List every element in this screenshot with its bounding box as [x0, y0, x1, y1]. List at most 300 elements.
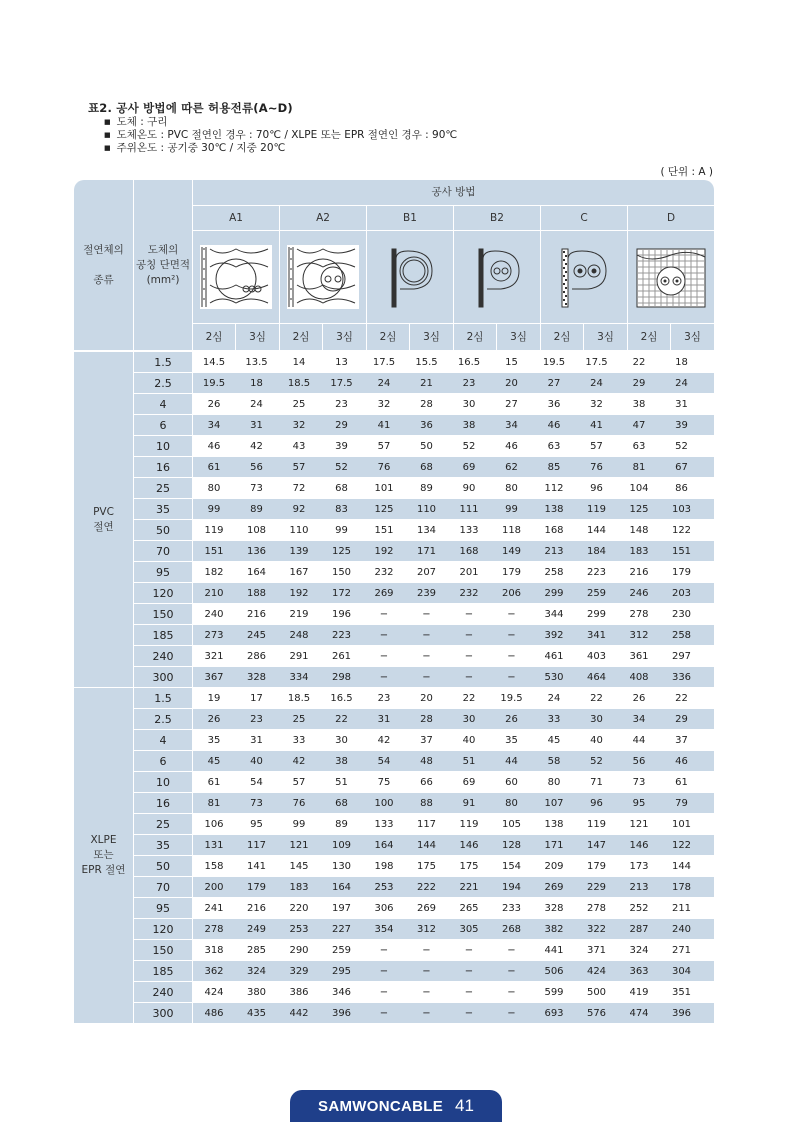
- conductor-size-cell: 120: [134, 583, 192, 603]
- ampacity-cell: 47: [632, 419, 646, 431]
- ampacity-cell: 168: [544, 524, 564, 536]
- ampacity-cell: 76: [590, 461, 603, 473]
- ampacity-cell: 344: [544, 608, 564, 620]
- ampacity-cell: 73: [632, 776, 646, 788]
- ampacity-cell: 23: [377, 692, 391, 704]
- ampacity-cell: 18.5: [287, 692, 311, 704]
- conductor-size-cell: 300: [134, 667, 192, 687]
- ampacity-cell: 396: [671, 1007, 692, 1019]
- method-a2-diagram: [280, 231, 366, 323]
- ampacity-cell: 80: [505, 797, 518, 809]
- ampacity-cell: 119: [459, 818, 479, 830]
- ampacity-cell: 34: [505, 419, 518, 431]
- ampacity-cell: 57: [377, 440, 391, 452]
- ampacity-cell: 60: [505, 776, 518, 788]
- ampacity-cell: 88: [420, 797, 433, 809]
- ampacity-cell: 223: [586, 566, 607, 578]
- ampacity-cell: −: [464, 944, 474, 956]
- ampacity-cell: 57: [292, 461, 306, 473]
- method-b2-diagram: [454, 231, 540, 323]
- ampacity-cell: 52: [462, 440, 476, 452]
- ampacity-cell: 128: [501, 839, 522, 851]
- ampacity-cell: 19: [207, 692, 221, 704]
- notes-list: [104, 116, 457, 155]
- ampacity-cell: 271: [671, 944, 692, 956]
- conductor-size-cell: 2.5: [134, 373, 192, 393]
- ampacity-cell: 54: [377, 755, 391, 767]
- ampacity-cell: 16.5: [330, 692, 353, 704]
- ampacity-cell: −: [422, 944, 431, 956]
- ampacity-cell: 24: [377, 377, 391, 389]
- table-title: 표2. 공사 방법에 따른 허용전류(A~D): [88, 101, 293, 115]
- ampacity-cell: 37: [420, 734, 433, 746]
- ampacity-cell: 133: [374, 818, 394, 830]
- ampacity-cell: 285: [246, 944, 267, 956]
- table-row: [74, 1003, 714, 1023]
- table-row: [74, 730, 714, 750]
- ampacity-cell: 125: [331, 545, 352, 557]
- table-row: [74, 583, 714, 603]
- table-row: [74, 541, 714, 561]
- conductor-size-cell: 95: [134, 898, 192, 918]
- ampacity-cell: 29: [675, 713, 688, 725]
- conductor-size-cell: 95: [134, 562, 192, 582]
- ampacity-cell: 290: [289, 944, 309, 956]
- ampacity-cell: 299: [586, 608, 607, 620]
- ampacity-cell: −: [507, 608, 516, 620]
- table-row: [74, 415, 714, 435]
- conductor-size-cell: 240: [134, 982, 192, 1002]
- ampacity-cell: −: [379, 650, 389, 662]
- ampacity-cell: 269: [374, 587, 394, 599]
- ampacity-cell: 693: [544, 1007, 564, 1019]
- ampacity-cell: −: [464, 1007, 474, 1019]
- ampacity-cell: −: [379, 986, 389, 998]
- table-row: [74, 646, 714, 666]
- ampacity-cell: −: [379, 965, 389, 977]
- ampacity-cell: −: [464, 965, 474, 977]
- ampacity-cell: 239: [416, 587, 437, 599]
- conductor-size-cell: 25: [134, 478, 192, 498]
- ampacity-cell: 179: [246, 881, 267, 893]
- ampacity-cell: 89: [335, 818, 348, 830]
- ampacity-cell: 25: [292, 398, 306, 410]
- ampacity-cell: 109: [331, 839, 352, 851]
- ampacity-cell: 361: [629, 650, 649, 662]
- ampacity-cell: −: [422, 1007, 431, 1019]
- ampacity-cell: 26: [632, 692, 646, 704]
- ampacity-cell: 46: [675, 755, 688, 767]
- ampacity-cell: 19.5: [202, 377, 226, 389]
- ampacity-cell: 232: [374, 566, 394, 578]
- ampacity-cell: 121: [289, 839, 309, 851]
- ampacity-cell: 38: [632, 398, 646, 410]
- ampacity-cell: 54: [250, 776, 263, 788]
- table-row: [74, 793, 714, 813]
- insulation-group-label: XLPE 또는 EPR 절연: [74, 688, 133, 1023]
- table-row: [74, 478, 714, 498]
- ampacity-cell: 95: [632, 797, 646, 809]
- ampacity-cell: −: [422, 671, 431, 683]
- ampacity-cell: 141: [246, 860, 267, 872]
- ampacity-cell: 278: [586, 902, 607, 914]
- ampacity-cell: 24: [250, 398, 263, 410]
- ampacity-cell: 464: [586, 671, 607, 683]
- ampacity-cell: 39: [675, 419, 688, 431]
- ampacity-cell: −: [507, 629, 516, 641]
- ampacity-cell: 278: [204, 923, 224, 935]
- ampacity-cell: 322: [586, 923, 607, 935]
- ampacity-cell: 179: [586, 860, 607, 872]
- ampacity-cell: 164: [246, 566, 267, 578]
- ampacity-cell: 39: [335, 440, 348, 452]
- ampacity-cell: 312: [416, 923, 437, 935]
- conductor-size-cell: 150: [134, 604, 192, 624]
- ampacity-cell: 117: [416, 818, 437, 830]
- ampacity-cell: 27: [547, 377, 561, 389]
- ampacity-cell: 13: [335, 356, 348, 368]
- table-row: [74, 919, 714, 939]
- ampacity-cell: 35: [505, 734, 518, 746]
- ampacity-cell: 216: [629, 566, 649, 578]
- ampacity-cell: 249: [246, 923, 267, 935]
- ampacity-cell: 298: [331, 671, 352, 683]
- ampacity-cell: 32: [292, 419, 306, 431]
- note-item: ■ 도체 : 구리: [104, 116, 457, 129]
- ampacity-cell: 138: [544, 818, 564, 830]
- ampacity-cell: 29: [632, 377, 646, 389]
- ampacity-cell: 171: [416, 545, 437, 557]
- ampacity-cell: 351: [671, 986, 692, 998]
- ampacity-cell: −: [507, 944, 516, 956]
- ampacity-cell: 261: [331, 650, 352, 662]
- table-row: [74, 394, 714, 414]
- ampacity-cell: 17.5: [585, 356, 608, 368]
- core-header: 2심: [628, 324, 670, 350]
- ampacity-cell: 66: [420, 776, 433, 788]
- ampacity-cell: 305: [459, 923, 479, 935]
- ampacity-cell: 48: [420, 755, 433, 767]
- ampacity-cell: 63: [547, 440, 561, 452]
- ampacity-cell: 144: [416, 839, 437, 851]
- ampacity-cell: 33: [547, 713, 561, 725]
- ampacity-cell: 69: [462, 461, 476, 473]
- ampacity-cell: 183: [629, 545, 649, 557]
- ampacity-cell: 23: [462, 377, 476, 389]
- ampacity-cell: 83: [335, 503, 348, 515]
- ampacity-cell: 33: [292, 734, 306, 746]
- table-row: [74, 562, 714, 582]
- ampacity-cell: 62: [505, 461, 518, 473]
- ampacity-cell: 197: [331, 902, 352, 914]
- ampacity-cell: 61: [675, 776, 688, 788]
- table-row: [74, 835, 714, 855]
- ampacity-cell: 167: [289, 566, 309, 578]
- ampacity-cell: 99: [292, 818, 306, 830]
- ampacity-cell: 158: [204, 860, 224, 872]
- conductor-size-cell: 1.5: [134, 352, 192, 372]
- ampacity-cell: 122: [671, 524, 692, 536]
- ampacity-cell: 46: [505, 440, 518, 452]
- ampacity-cell: 253: [374, 881, 394, 893]
- ampacity-cell: 52: [675, 440, 688, 452]
- ampacity-cell: 26: [207, 398, 221, 410]
- ampacity-cell: 46: [547, 419, 561, 431]
- ampacity-cell: 19.5: [542, 356, 566, 368]
- ampacity-cell: 73: [250, 482, 263, 494]
- conductor-size-cell: 300: [134, 1003, 192, 1023]
- ampacity-cell: 86: [675, 482, 688, 494]
- conductor-size-cell: 185: [134, 625, 192, 645]
- ampacity-cell: 209: [544, 860, 564, 872]
- ampacity-cell: 173: [629, 860, 649, 872]
- ampacity-cell: 50: [420, 440, 433, 452]
- ampacity-cell: 44: [632, 734, 646, 746]
- ampacity-cell: 118: [501, 524, 522, 536]
- ampacity-cell: 41: [377, 419, 391, 431]
- ampacity-cell: 241: [204, 902, 224, 914]
- ampacity-cell: 133: [459, 524, 479, 536]
- ampacity-cell: 222: [416, 881, 437, 893]
- ampacity-cell: 291: [289, 650, 309, 662]
- conductor-size-cell: 10: [134, 436, 192, 456]
- ampacity-cell: 26: [505, 713, 518, 725]
- conductor-size-cell: 50: [134, 520, 192, 540]
- method-d-diagram: [628, 231, 714, 323]
- ampacity-cell: 96: [590, 482, 603, 494]
- core-header: 3심: [671, 324, 714, 350]
- ampacity-cell: −: [379, 944, 389, 956]
- ampacity-cell: 110: [289, 524, 309, 536]
- ampacity-cell: 171: [544, 839, 564, 851]
- ampacity-cell: 530: [544, 671, 564, 683]
- ampacity-cell: 328: [544, 902, 564, 914]
- ampacity-cell: 20: [420, 692, 433, 704]
- ampacity-cell: 121: [629, 818, 649, 830]
- ampacity-cell: 89: [420, 482, 433, 494]
- ampacity-cell: 16.5: [457, 356, 481, 368]
- ampacity-cell: 259: [331, 944, 352, 956]
- ampacity-cell: 81: [207, 797, 221, 809]
- ampacity-cell: 125: [374, 503, 394, 515]
- ampacity-cell: −: [379, 1007, 389, 1019]
- note-item: ■ 주위온도 : 공기중 30℃ / 지중 20℃: [104, 142, 457, 155]
- ampacity-cell: 14.5: [202, 356, 226, 368]
- ampacity-cell: 265: [459, 902, 479, 914]
- conductor-size-cell: 35: [134, 835, 192, 855]
- ampacity-cell: 104: [629, 482, 649, 494]
- ampacity-cell: 269: [416, 902, 437, 914]
- ampacity-cell: 99: [335, 524, 348, 536]
- ampacity-cell: 295: [331, 965, 352, 977]
- ampacity-cell: 329: [289, 965, 309, 977]
- ampacity-cell: −: [464, 986, 474, 998]
- ampacity-cell: 80: [505, 482, 518, 494]
- ampacity-cell: 31: [250, 734, 263, 746]
- brand-name: SAMWONCABLE: [318, 1097, 444, 1115]
- ampacity-cell: 382: [544, 923, 564, 935]
- ampacity-cell: 89: [250, 503, 263, 515]
- ampacity-cell: 23: [335, 398, 348, 410]
- ampacity-cell: 321: [204, 650, 224, 662]
- ampacity-cell: 435: [246, 1007, 267, 1019]
- ampacity-cell: 216: [246, 902, 267, 914]
- method-a1-diagram: [193, 231, 279, 323]
- ampacity-cell: 90: [462, 482, 476, 494]
- ampacity-cell: 240: [671, 923, 692, 935]
- method-b2: B2: [454, 206, 540, 230]
- ampacity-cell: 17.5: [330, 377, 353, 389]
- ampacity-cell: 144: [586, 524, 607, 536]
- ampacity-cell: 179: [671, 566, 692, 578]
- ampacity-cell: 68: [420, 461, 433, 473]
- ampacity-cell: 192: [374, 545, 394, 557]
- page-footer: [290, 1090, 502, 1122]
- table-row: [74, 772, 714, 792]
- ampacity-cell: 306: [374, 902, 394, 914]
- ampacity-cell: 138: [544, 503, 564, 515]
- ampacity-cell: 58: [547, 755, 561, 767]
- ampacity-cell: 403: [586, 650, 607, 662]
- ampacity-cell: 15: [505, 356, 518, 368]
- ampacity-cell: 81: [632, 461, 646, 473]
- ampacity-cell: −: [464, 608, 474, 620]
- conductor-size-cell: 6: [134, 415, 192, 435]
- ampacity-cell: 106: [204, 818, 224, 830]
- ampacity-cell: 38: [335, 755, 348, 767]
- ampacity-cell: 206: [501, 587, 522, 599]
- ampacity-cell: 57: [590, 440, 603, 452]
- ampacity-cell: 149: [501, 545, 522, 557]
- ampacity-cell: 23: [250, 713, 263, 725]
- ampacity-cell: 112: [544, 482, 564, 494]
- ampacity-cell: 201: [459, 566, 479, 578]
- ampacity-cell: 386: [289, 986, 309, 998]
- ampacity-cell: 248: [289, 629, 309, 641]
- ampacity-cell: 35: [207, 734, 221, 746]
- table-header: [74, 180, 714, 350]
- core-header: 2심: [280, 324, 322, 350]
- ampacity-cell: 151: [671, 545, 692, 557]
- ampacity-cell: 101: [671, 818, 692, 830]
- ampacity-cell: 258: [671, 629, 692, 641]
- ampacity-cell: 324: [246, 965, 267, 977]
- ampacity-cell: 40: [250, 755, 263, 767]
- ampacity-cell: −: [507, 650, 516, 662]
- ampacity-cell: 207: [416, 566, 437, 578]
- core-header: 2심: [454, 324, 496, 350]
- ampacity-cell: 178: [671, 881, 692, 893]
- ampacity-cell: 474: [629, 1007, 649, 1019]
- ampacity-cell: 184: [586, 545, 607, 557]
- method-a1: A1: [193, 206, 279, 230]
- ampacity-cell: 576: [586, 1007, 607, 1019]
- ampacity-cell: 253: [289, 923, 309, 935]
- ampacity-cell: −: [422, 650, 431, 662]
- ampacity-cell: 92: [292, 503, 306, 515]
- ampacity-cell: 233: [501, 902, 522, 914]
- ampacity-cell: 354: [374, 923, 394, 935]
- ampacity-cell: 216: [246, 608, 267, 620]
- ampacity-cell: 442: [289, 1007, 309, 1019]
- ampacity-cell: 101: [374, 482, 394, 494]
- ampacity-cell: 151: [374, 524, 394, 536]
- ampacity-cell: 371: [586, 944, 607, 956]
- ampacity-cell: 229: [586, 881, 607, 893]
- ampacity-cell: 252: [629, 902, 649, 914]
- ampacity-cell: 175: [459, 860, 479, 872]
- ampacity-cell: 328: [246, 671, 267, 683]
- ampacity-cell: 146: [629, 839, 649, 851]
- ampacity-cell: 57: [292, 776, 306, 788]
- ampacity-cell: 17.5: [372, 356, 396, 368]
- conductor-size-cell: 70: [134, 541, 192, 561]
- ampacity-cell: 200: [204, 881, 224, 893]
- ampacity-cell: 346: [331, 986, 352, 998]
- ampacity-cell: 45: [207, 755, 221, 767]
- ampacity-cell: 259: [586, 587, 607, 599]
- ampacity-cell: 168: [459, 545, 479, 557]
- ampacity-cell: 203: [671, 587, 692, 599]
- ampacity-cell: 36: [547, 398, 561, 410]
- ampacity-cell: 103: [671, 503, 692, 515]
- ampacity-cell: 21: [420, 377, 433, 389]
- ampacity-cell: −: [507, 965, 516, 977]
- table-row: [74, 352, 714, 372]
- ampacity-cell: 44: [505, 755, 518, 767]
- ampacity-cell: 147: [586, 839, 607, 851]
- ampacity-cell: −: [422, 986, 431, 998]
- ampacity-cell: 232: [459, 587, 479, 599]
- ampacity-cell: 46: [207, 440, 221, 452]
- ampacity-cell: 105: [501, 818, 522, 830]
- ampacity-cell: 122: [671, 839, 692, 851]
- ampacity-cell: 110: [416, 503, 437, 515]
- ampacity-cell: 52: [590, 755, 603, 767]
- ampacity-cell: 287: [629, 923, 649, 935]
- ampacity-cell: 68: [335, 482, 348, 494]
- ampacity-cell: 486: [204, 1007, 224, 1019]
- method-b1-diagram: [367, 231, 453, 323]
- ampacity-cell: 71: [590, 776, 603, 788]
- table-row: [74, 520, 714, 540]
- ampacity-cell: 76: [292, 797, 306, 809]
- ampacity-cell: 31: [377, 713, 391, 725]
- ampacity-cell: 22: [632, 356, 646, 368]
- ampacity-cell: −: [464, 671, 474, 683]
- conductor-size-cell: 16: [134, 793, 192, 813]
- ampacity-cell: 408: [629, 671, 649, 683]
- ampacity-cell: 75: [377, 776, 391, 788]
- ampacity-cell: −: [507, 1007, 516, 1019]
- ampacity-cell: 268: [501, 923, 522, 935]
- table-row: [74, 709, 714, 729]
- ampacity-cell: 211: [671, 902, 692, 914]
- ampacity-cell: 380: [246, 986, 267, 998]
- ampacity-cell: 76: [377, 461, 391, 473]
- ampacity-cell: 37: [675, 734, 688, 746]
- ampacity-cell: 80: [207, 482, 221, 494]
- core-header: 3심: [236, 324, 279, 350]
- ampacity-cell: 100: [374, 797, 394, 809]
- ampacity-cell: 367: [204, 671, 224, 683]
- ampacity-cell: 30: [590, 713, 603, 725]
- ampacity-cell: 45: [547, 734, 561, 746]
- ampacity-cell: 188: [246, 587, 267, 599]
- method-header: 공사 방법: [193, 180, 714, 205]
- ampacity-cell: 22: [462, 692, 476, 704]
- ampacity-cell: 130: [331, 860, 352, 872]
